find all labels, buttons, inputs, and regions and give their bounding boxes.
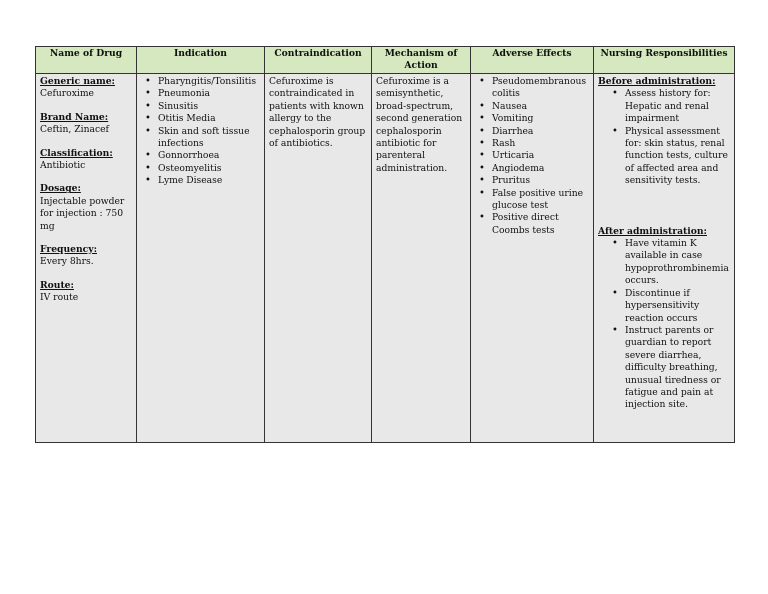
header-indication: Indication	[137, 47, 265, 74]
list-item: • Vomiting	[492, 113, 589, 125]
generic-name-label: Generic name:	[40, 76, 115, 87]
header-mechanism-of-action: Mechanism of Action	[372, 47, 471, 74]
brand-name-field	[40, 112, 132, 137]
list-item: • Skin and soft tissue infections	[158, 126, 260, 151]
drug-name-cell	[36, 74, 137, 443]
list-item: • Angiodema	[492, 163, 589, 175]
list-item: • Physical assessment for: skin status, renal function tests, culture of affected area and sensitivity tests.	[625, 126, 730, 188]
before-administration-list	[598, 88, 730, 187]
classification-value: Antibiotic	[40, 160, 86, 172]
list-item: • Rash	[492, 138, 589, 150]
list-item: • Pharyngitis/Tonsilitis	[158, 76, 260, 88]
nursing-responsibilities-cell	[594, 74, 735, 443]
route-field	[40, 280, 132, 305]
header-row	[36, 47, 735, 74]
list-item: • Assess history for: Hepatic and renal impairment	[625, 88, 730, 125]
classification-label: Classification:	[40, 147, 113, 159]
generic-name-field	[40, 76, 132, 101]
route-label: Route:	[40, 279, 74, 291]
mechanism-cell	[372, 74, 471, 443]
list-item: • Discontinue if hypersensitivity reaction occurs	[625, 288, 730, 325]
header-contraindication: Contraindication	[265, 47, 372, 74]
list-item: • Nausea	[492, 101, 589, 113]
list-item: • Pruritus	[492, 175, 589, 187]
frequency-field	[40, 244, 132, 269]
frequency-label: Frequency:	[40, 244, 97, 256]
adverse-effects-cell	[471, 74, 594, 443]
after-administration-list	[598, 238, 730, 412]
list-item: • Sinusitis	[158, 101, 260, 113]
contraindication-text: Cefuroxime is contraindicated in patients with known allergy to the cephalosporin group of antibiotics.	[269, 76, 366, 150]
list-item: • Instruct parents or guardian to report severe diarrhea, difficulty breathing, unusual tiredness or fatigue and pain at injection site.	[625, 325, 730, 412]
list-item: • Pneumonia	[158, 88, 260, 100]
header-nursing-responsibilities: Nursing Responsibilities	[594, 47, 735, 74]
dosage-value: Injectable powder for injection : 750 mg	[40, 195, 125, 232]
list-item: • False positive urine glucose test	[492, 188, 589, 213]
table-row	[36, 74, 735, 443]
dosage-label: Dosage:	[40, 183, 81, 195]
frequency-value: Every 8hrs.	[40, 256, 94, 268]
mechanism-text: Cefuroxime is a semisynthetic, broad-spectrum, second generation cephalosporin antibiotic for parenteral administration.	[376, 76, 463, 174]
route-value: IV route	[40, 292, 79, 304]
list-item: • Urticaria	[492, 150, 589, 162]
before-administration-label: Before administration:	[598, 76, 716, 87]
generic-name-value: Cefuroxime	[40, 88, 94, 100]
list-item: • Lyme Disease	[158, 175, 260, 187]
list-item: • Gonnorrhoea	[158, 150, 260, 162]
indication-list	[141, 76, 260, 188]
dosage-field	[40, 183, 132, 233]
list-item: • Otitis Media	[158, 113, 260, 125]
after-administration-label: After administration:	[598, 225, 707, 237]
list-item: • Pseudomembranous colitis	[492, 76, 589, 101]
indication-cell	[137, 74, 265, 443]
list-item: • Diarrhea	[492, 126, 589, 138]
classification-field	[40, 148, 132, 173]
list-item: • Osteomyelitis	[158, 163, 260, 175]
brand-name-value: Ceftin, Zinacef	[40, 124, 109, 136]
list-item: • Positive direct Coombs tests	[492, 212, 589, 237]
header-name-of-drug: Name of Drug	[36, 47, 137, 74]
drug-study-table	[35, 46, 735, 443]
adverse-effects-list	[475, 76, 589, 237]
header-adverse-effects: Adverse Effects	[471, 47, 594, 74]
list-item: • Have vitamin K available in case hypoprothrombinemia occurs.	[625, 238, 730, 288]
contraindication-cell	[265, 74, 372, 443]
spacer	[598, 188, 730, 226]
brand-name-label: Brand Name:	[40, 111, 109, 123]
